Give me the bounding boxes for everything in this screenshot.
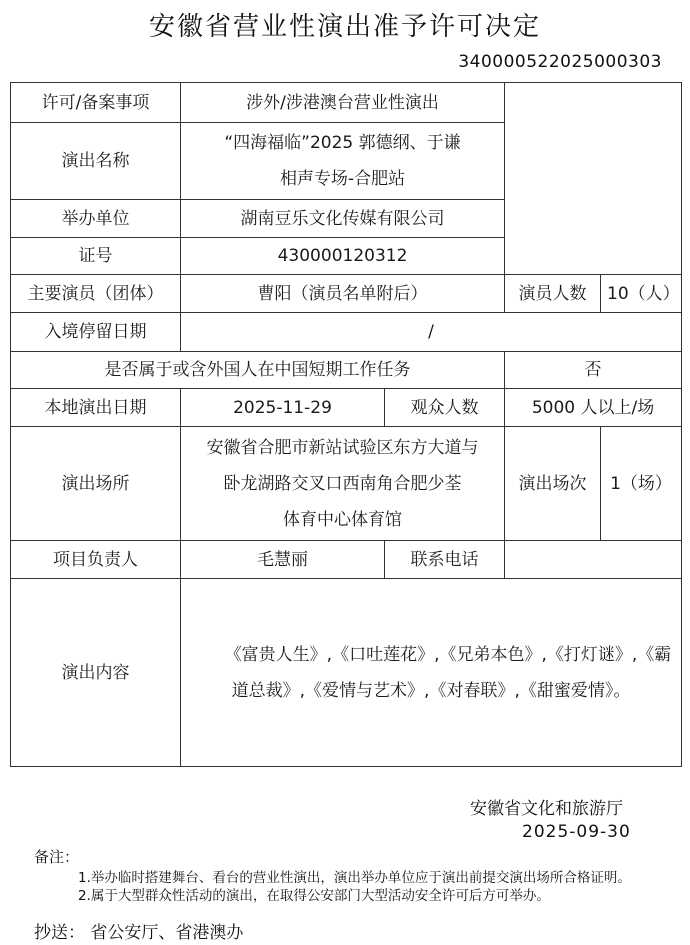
sessions-value: 1（场） <box>601 427 682 541</box>
blank-cell <box>505 83 682 275</box>
permit-table <box>10 82 682 767</box>
license-type-label: 许可/备案事项 <box>11 83 181 123</box>
entry-date-label: 入境停留日期 <box>11 313 181 352</box>
table-row <box>11 352 682 389</box>
entry-date-value: / <box>181 313 682 352</box>
local-date-label: 本地演出日期 <box>11 389 181 427</box>
show-name-value <box>181 123 505 200</box>
manager-value: 毛慧丽 <box>181 541 385 579</box>
foreign-work-label: 是否属于或含外国人在中国短期工作任务 <box>11 352 505 389</box>
notes-label: 备注： <box>34 848 80 866</box>
show-name-label: 演出名称 <box>11 123 181 200</box>
venue-line: 体育中心体育馆 <box>283 509 402 530</box>
content-text: 《富贵人生》,《口吐莲花》,《兄弟本色》,《打灯谜》,《霸道总裁》,《爱情与艺术》,《对春联》,《甜蜜爱情》。 <box>224 644 672 701</box>
performer-count-label: 演员人数 <box>505 275 601 313</box>
sessions-label: 演出场次 <box>505 427 601 541</box>
venue-label: 演出场所 <box>11 427 181 541</box>
table-row <box>11 427 682 541</box>
table-row <box>11 83 682 123</box>
issue-date: 2025-09-30 <box>522 822 631 842</box>
content-value <box>181 579 682 767</box>
note-item: 2.属于大型群众性活动的演出，在取得公安部门大型活动安全许可后方可举办。 <box>78 888 550 904</box>
audience-label: 观众人数 <box>385 389 505 427</box>
local-date-value: 2025-11-29 <box>181 389 385 427</box>
organizer-value: 湖南豆乐文化传媒有限公司 <box>181 200 505 238</box>
document-title: 安徽省营业性演出准予许可决定 <box>148 12 541 42</box>
foreign-work-value: 否 <box>505 352 682 389</box>
performer-count-value: 10（人） <box>601 275 682 313</box>
performers-label: 主要演员（团体） <box>11 275 181 313</box>
organizer-label: 举办单位 <box>11 200 181 238</box>
venue-line: 卧龙湖路交叉口西南角合肥少荃 <box>223 473 462 494</box>
manager-label: 项目负责人 <box>11 541 181 579</box>
cert-value: 430000120312 <box>181 238 505 275</box>
phone-label: 联系电话 <box>385 541 505 579</box>
performers-value: 曹阳（演员名单附后） <box>181 275 505 313</box>
table-row <box>11 541 682 579</box>
table-row <box>11 275 682 313</box>
show-name-line: 相声专场-合肥站 <box>279 169 406 189</box>
show-name-line: “四海福临”2025 郭德纲、于谦 <box>224 133 461 153</box>
cert-label: 证号 <box>11 238 181 275</box>
venue-value <box>181 427 505 541</box>
venue-line: 安徽省合肥市新站试验区东方大道与 <box>206 437 479 458</box>
audience-value: 5000 人以上/场 <box>505 389 682 427</box>
license-type-value: 涉外/涉港澳台营业性演出 <box>181 83 505 123</box>
table-row <box>11 579 682 767</box>
phone-value <box>505 541 682 579</box>
cc-line: 抄送： 省公安厅、省港澳办 <box>34 923 244 943</box>
content-label: 演出内容 <box>11 579 181 767</box>
issuer-name: 安徽省文化和旅游厅 <box>470 799 623 819</box>
table-row <box>11 389 682 427</box>
table-row <box>11 313 682 352</box>
document-number: 340000522025000303 <box>458 52 662 72</box>
note-item: 1.举办临时搭建舞台、看台的营业性演出，演出举办单位应于演出前提交演出场所合格证明。 <box>78 870 631 886</box>
